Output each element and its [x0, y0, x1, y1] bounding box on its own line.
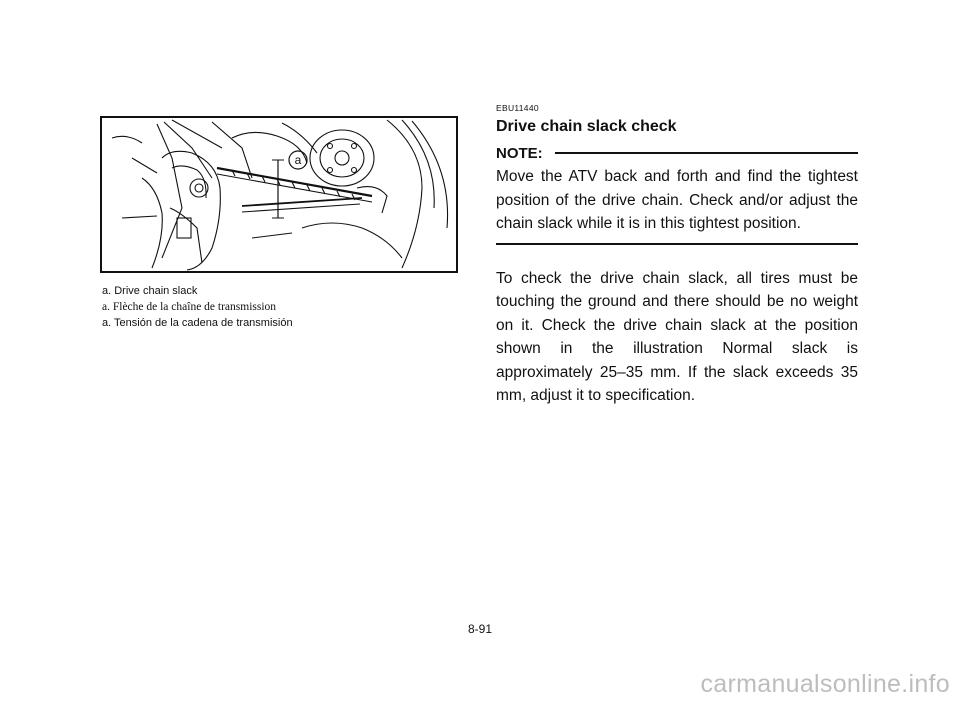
- figure-captions: [102, 283, 462, 331]
- note-label: NOTE:: [496, 144, 543, 162]
- note-bottom-rule: [496, 243, 858, 245]
- drive-chain-illustration: [100, 116, 458, 273]
- page-number: 8-91: [467, 622, 493, 636]
- caption-spanish: a. Tensión de la cadena de transmisión: [102, 317, 293, 329]
- note-header: [496, 142, 858, 164]
- callout-label: a: [294, 153, 302, 167]
- watermark: carmanualsonline.info: [700, 670, 950, 698]
- caption-english: a. Drive chain slack: [102, 285, 198, 297]
- caption-french: a. Flèche de la chaîne de transmission: [102, 301, 277, 313]
- chain-line-drawing: [102, 118, 456, 271]
- note-top-rule: [555, 152, 858, 154]
- note-text: Move the ATV back and forth and find the tightest position of the drive chain. Check and/or adjust the chain slack while it is in this tightest position.: [496, 168, 858, 232]
- section-title: Drive chain slack check: [496, 118, 677, 135]
- section-content: [496, 100, 858, 408]
- body-paragraph: To check the drive chain slack, all tires must be touching the ground and there should be no weight on it. Check the drive chain slack at the position shown in the illustration Normal slack is approximately 25–35 mm. If the slack exceeds 35 mm, adjust it to specification.: [496, 269, 858, 404]
- section-code: EBU11440: [496, 103, 539, 113]
